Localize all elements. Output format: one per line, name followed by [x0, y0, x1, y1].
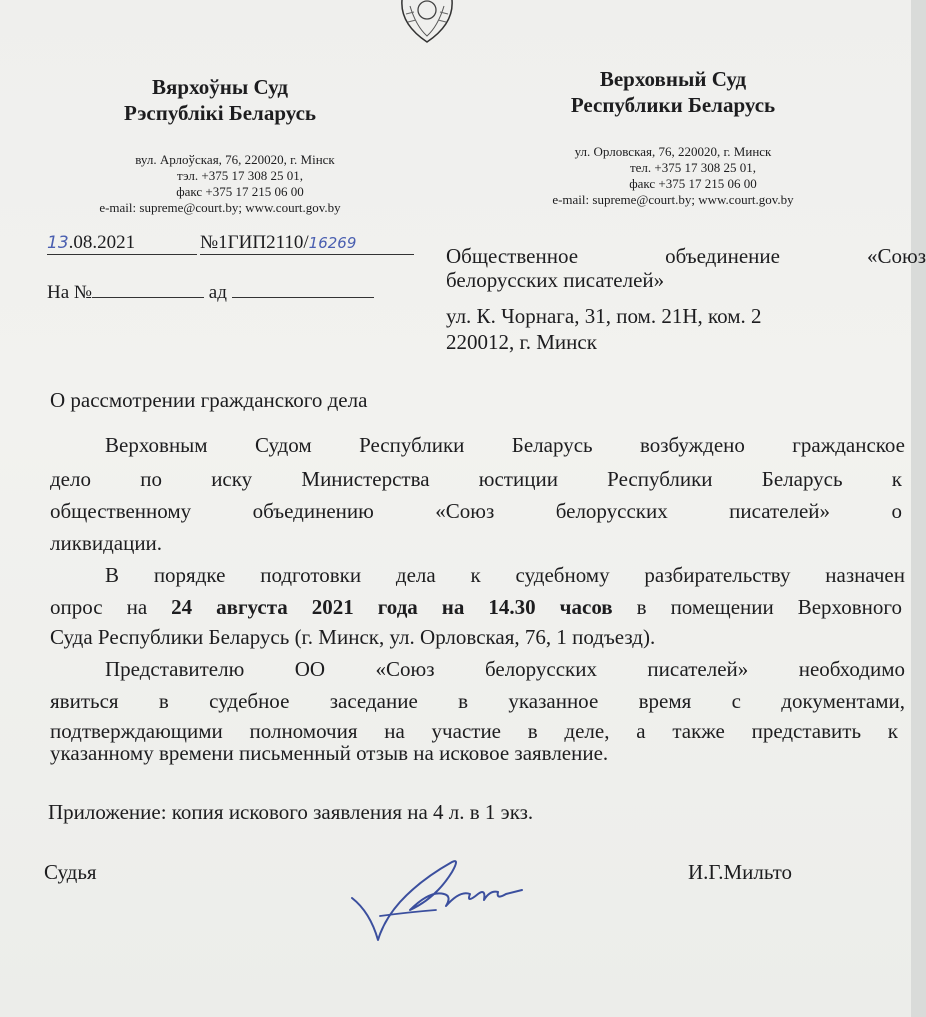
letter-subject: О рассмотрении гражданского дела — [50, 388, 368, 412]
paragraph1-line1: Верховным Судом Республики Беларусь возбуждено гражданское — [105, 433, 905, 457]
registration-number — [200, 232, 414, 255]
address-by-line1: вул. Арлоўская, 76, 220020, г. Мінск — [135, 152, 335, 167]
address-by-line3: факс +375 17 215 06 00 — [176, 184, 304, 199]
paragraph1-line4: ликвидации. — [50, 531, 163, 555]
paragraph2-line2 — [50, 592, 902, 622]
recipient-address-line1: ул. К. Чорнага, 31, пом. 21Н, ком. 2 — [446, 304, 762, 328]
recipient-org-word2: объединение — [665, 244, 780, 268]
paragraph1-line3: общественному объединению «Союз белорусских писателей» о — [50, 499, 902, 523]
annex-note: Приложение: копия искового заявления на 4 л. в 1 экз. — [48, 800, 534, 824]
court-address-by — [40, 152, 400, 216]
paragraph2-line2-b: в помещении Верховного — [612, 595, 902, 619]
reference-from-label: ад — [208, 282, 227, 303]
address-ru-line2: тел. +375 17 308 25 01, — [629, 160, 757, 175]
date-handwritten: 13 — [47, 233, 69, 253]
recipient-org-line2: белорусских писателей» — [446, 268, 665, 292]
paragraph1-line2: дело по иску Министерства юстиции Республики Беларусь к — [50, 467, 902, 491]
handwritten-signature-icon — [340, 850, 530, 950]
recipient-org-word1: Общественное — [446, 244, 579, 268]
signer-name: И.Г.Мильто — [688, 860, 793, 884]
address-ru-line4: e-mail: supreme@court.by; www.court.gov.by — [552, 192, 794, 207]
date-printed: .08.2021 — [68, 232, 136, 253]
court-name-by-line1: Вярхоўны Суд — [152, 75, 288, 99]
court-name-ru-line1: Верховный Суд — [599, 67, 747, 91]
paragraph2-line1: В порядке подготовки дела к судебному разбирательству назначен — [105, 563, 905, 587]
number-label: № — [200, 232, 219, 253]
header-belarusian — [40, 74, 400, 216]
paragraph3-line3: подтверждающими полномочия на участие в деле, а также представить к — [50, 719, 898, 743]
reference-date-blank — [232, 283, 374, 298]
number-handwritten: 16269 — [308, 234, 357, 252]
signer-title: Судья — [44, 860, 97, 884]
court-address-ru — [478, 144, 868, 208]
paragraph2-line3: Суда Республики Беларусь (г. Минск, ул. Орловская, 76, 1 подъезд). — [50, 625, 656, 649]
paragraph2-line2-a: опрос на — [50, 595, 172, 619]
recipient-org-word3: «Союз — [867, 244, 926, 268]
address-by-line4: e-mail: supreme@court.by; www.court.gov.by — [99, 200, 341, 215]
paragraph3-line2: явиться в судебное заседание в указанное время с документами, — [50, 689, 905, 713]
reference-label: На № — [47, 282, 93, 303]
paragraph3-line1: Представителю ОО «Союз белорусских писателей» необходимо — [105, 657, 905, 681]
recipient-address-line2: 220012, г. Минск — [446, 330, 597, 354]
registration-date — [47, 232, 197, 255]
recipient-org-line1 — [446, 244, 926, 268]
hearing-datetime: 24 августа 2021 года на 14.30 часов — [171, 595, 613, 619]
address-ru-line3: факс +375 17 215 06 00 — [629, 176, 757, 191]
reference-line — [47, 282, 374, 304]
paragraph3-line4: указанному времени письменный отзыв на исковое заявление. — [50, 741, 609, 765]
state-emblem-icon — [396, 0, 458, 46]
address-ru-line1: ул. Орловская, 76, 220020, г. Минск — [574, 144, 772, 159]
header-russian — [478, 66, 868, 208]
court-name-ru-line2: Республики Беларусь — [570, 93, 776, 117]
reference-number-blank — [92, 283, 204, 298]
number-printed: 1ГИП2110/ — [218, 232, 309, 253]
address-by-line2: тэл. +375 17 308 25 01, — [177, 168, 303, 183]
court-name-by-line2: Рэспублікі Беларусь — [123, 101, 316, 125]
